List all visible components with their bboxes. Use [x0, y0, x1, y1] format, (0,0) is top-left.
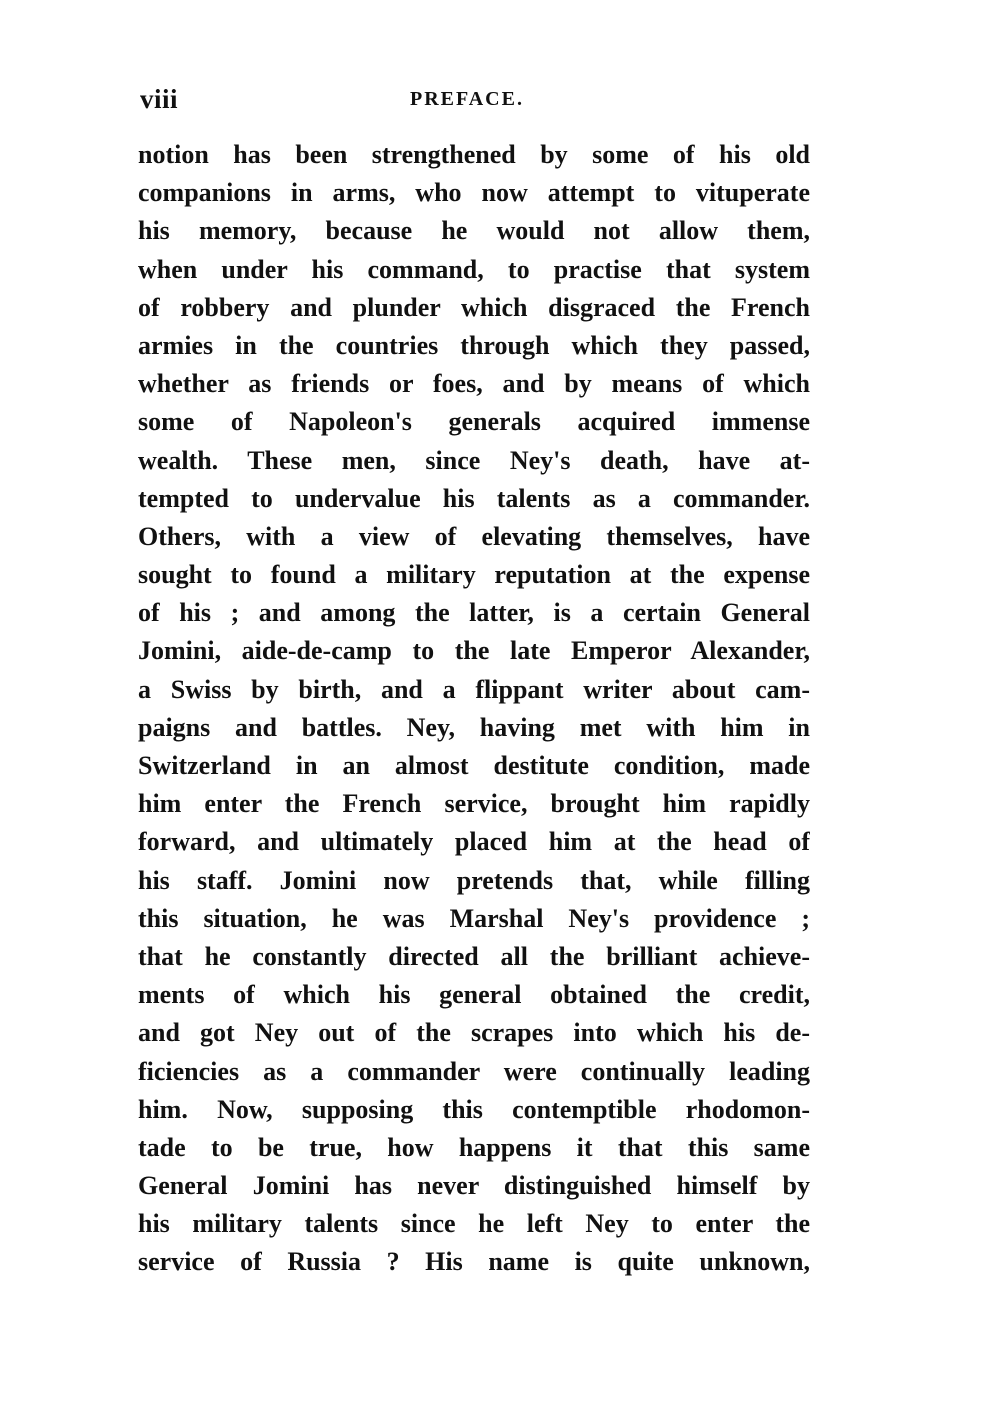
text-line: ficiencies as a commander were continually leading: [138, 1056, 810, 1086]
text-line: and got Ney out of the scrapes into which his de-: [138, 1018, 810, 1048]
text-line: some of Napoleon's generals acquired immense: [138, 407, 810, 437]
text-line: sought to found a military reputation at the expense: [138, 560, 810, 590]
body-text: [138, 136, 810, 1282]
text-line: ments of which his general obtained the credit,: [138, 980, 810, 1010]
text-line: Switzerland in an almost destitute condition, made: [138, 751, 810, 780]
page-title: PREFACE.: [410, 88, 524, 110]
text-line: General Jomini has never distinguished himself by: [138, 1171, 810, 1201]
text-line: wealth. These men, since Ney's death, have at-: [138, 445, 810, 475]
text-line: his staff. Jomini now pretends that, while filling: [138, 865, 810, 895]
text-line: his memory, because he would not allow them,: [138, 216, 810, 246]
text-line: armies in the countries through which they passed,: [138, 330, 810, 360]
text-line: a Swiss by birth, and a flippant writer about cam-: [138, 674, 810, 704]
text-line: him enter the French service, brought him rapidly: [138, 789, 810, 819]
text-line: Jomini, aide-de-camp to the late Emperor Alexander,: [138, 636, 810, 666]
text-line: notion has been strengthened by some of his old: [138, 140, 810, 169]
text-line: of his ; and among the latter, is a certain General: [138, 598, 810, 628]
text-line: him. Now, supposing this contemptible rhodomon-: [138, 1094, 810, 1124]
page-number: viii: [140, 84, 179, 114]
text-line: his military talents since he left Ney to enter the: [138, 1209, 810, 1239]
text-line: when under his command, to practise that system: [138, 254, 810, 284]
text-line: tade to be true, how happens it that this same: [138, 1132, 810, 1162]
text-line: that he constantly directed all the brilliant achieve-: [138, 941, 810, 971]
text-line: Others, with a view of elevating themselves, have: [138, 521, 810, 551]
text-line: forward, and ultimately placed him at the head of: [138, 827, 810, 857]
text-line: this situation, he was Marshal Ney's providence ;: [138, 903, 810, 933]
text-line: tempted to undervalue his talents as a commander.: [138, 483, 810, 513]
text-line: paigns and battles. Ney, having met with him in: [138, 712, 810, 742]
text-line: companions in arms, who now attempt to vituperate: [138, 178, 810, 208]
running-head: [140, 84, 810, 124]
text-line: service of Russia ? His name is quite unknown,: [138, 1247, 810, 1277]
text-line: whether as friends or foes, and by means of which: [138, 369, 810, 399]
text-line: of robbery and plunder which disgraced the French: [138, 292, 810, 322]
